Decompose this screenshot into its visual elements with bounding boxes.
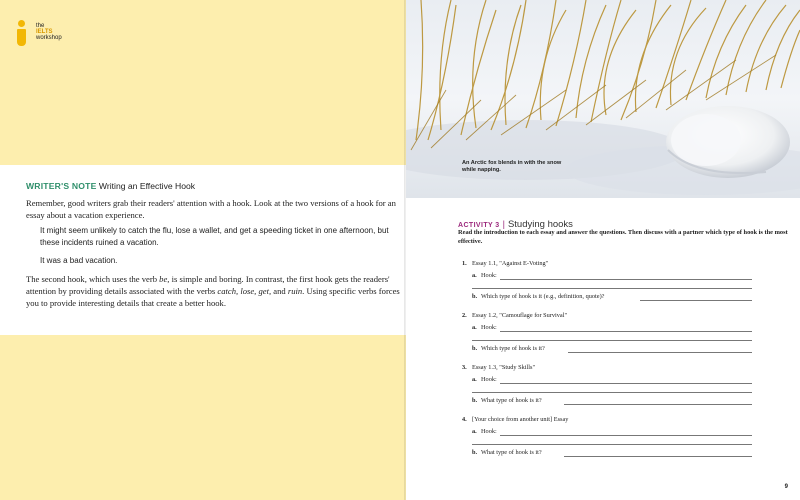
photo-caption: An Arctic fox blends in with the snow while napping. bbox=[462, 160, 562, 173]
essay-title: Essay 1.3, "Study Skills" bbox=[472, 364, 536, 371]
logo-i-icon bbox=[14, 20, 32, 46]
essay-title: [Your choice from another unit] Essay bbox=[472, 416, 569, 423]
hook-answer-line-2[interactable] bbox=[472, 340, 752, 341]
hook-answer-line[interactable] bbox=[500, 435, 752, 436]
activity-separator: | bbox=[502, 219, 505, 229]
type-answer-line[interactable] bbox=[568, 352, 752, 353]
hook-answer-line-2[interactable] bbox=[472, 444, 752, 445]
hook-answer-line-2[interactable] bbox=[472, 392, 752, 393]
note-closing: The second hook, which uses the verb be, is simple and boring. In contrast, the first hook gets the readers' attention by providing details associated with the verbs catch, lose, get, and ruin. Using specific verbs forces you to provide interesting details that create a better hook. bbox=[26, 274, 400, 308]
essay-title: Essay 1.1, "Against E-Voting" bbox=[472, 260, 549, 267]
question-item: 3. Essay 1.3, "Study Skills" a. Hook: b. What type of hook is it? bbox=[462, 362, 762, 407]
hook-answer-line[interactable] bbox=[500, 279, 752, 280]
hook-answer-line[interactable] bbox=[500, 383, 752, 384]
activity-instructions: Read the introduction to each essay and answer the questions. Then discuss with a partner which type of hook is the most effective. bbox=[458, 229, 788, 245]
hook-answer-line-2[interactable] bbox=[472, 288, 752, 289]
writers-note-kicker: WRITER'S NOTE bbox=[26, 181, 97, 191]
activity-title: Studying hooks bbox=[507, 219, 573, 230]
type-answer-line[interactable] bbox=[564, 456, 752, 457]
ielts-workshop-logo bbox=[14, 20, 62, 46]
hook-example-2: It was a bad vacation. bbox=[40, 256, 118, 265]
writers-note-heading: Writing an Effective Hook bbox=[98, 181, 196, 191]
question-item: 1. Essay 1.1, "Against E-Voting" a. Hook: b. Which type of hook is it (e.g., definition, quote)? bbox=[462, 258, 762, 303]
logo-text: the IELTS workshop bbox=[36, 23, 62, 41]
type-answer-line[interactable] bbox=[564, 404, 752, 405]
question-list bbox=[462, 258, 762, 459]
writers-note-title bbox=[26, 181, 195, 191]
essay-title: Essay 1.2, "Camouflage for Survival" bbox=[472, 312, 568, 319]
hook-example-1: It might seem unlikely to catch the flu, lose a wallet, and get a speeding ticket in one afternoon, but these incidents ruined a vacation. bbox=[40, 226, 389, 247]
right-page bbox=[406, 0, 800, 500]
page-number: 9 bbox=[784, 484, 788, 490]
question-item: 4. [Your choice from another unit] Essay a. Hook: b. What type of hook is it? bbox=[462, 414, 762, 459]
hook-answer-line[interactable] bbox=[500, 331, 752, 332]
question-item: 2. Essay 1.2, "Camouflage for Survival" a. Hook: b. Which type of hook is it? bbox=[462, 310, 762, 355]
writers-note-body bbox=[26, 197, 400, 313]
note-intro: Remember, good writers grab their readers' attention with a hook. Look at the two versions of a hook for an essay about a vacation experience. bbox=[26, 198, 396, 220]
activity-label: ACTIVITY 3 bbox=[458, 222, 500, 229]
type-answer-line[interactable] bbox=[640, 300, 752, 301]
